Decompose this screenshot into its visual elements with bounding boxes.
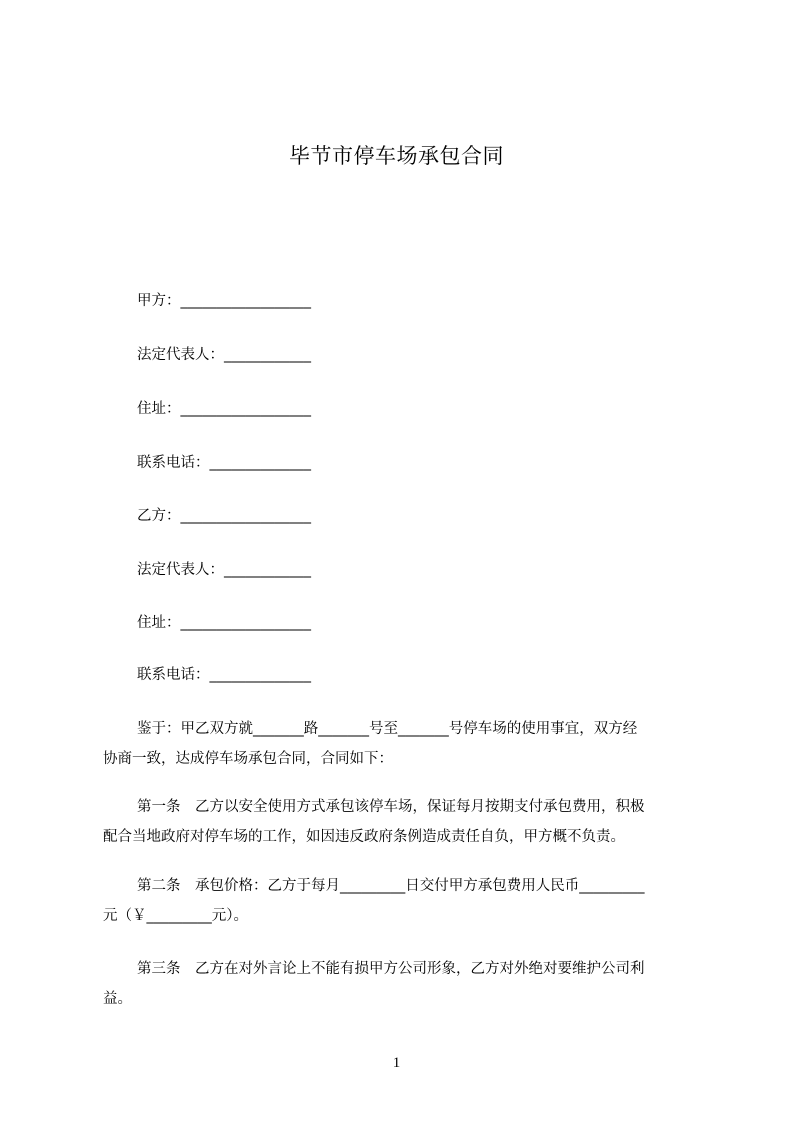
preamble-line-2: 协商一致，达成停车场承包合同，合同如下： [103, 751, 393, 767]
party-b-phone-field: 联系电话：______________ [137, 667, 311, 683]
party-a-address-field: 住址：__________________ [137, 401, 311, 417]
page-number: 1 [392, 1055, 401, 1071]
article-3-paragraph [103, 954, 703, 1014]
article-2-line-1: 第二条 承包价格：乙方于每月_________日交付甲方承包费用人民币_________ [137, 878, 645, 894]
article-1-line-2: 配合当地政府对停车场的工作，如因违反政府条例造成责任自负，甲方概不负责。 [103, 829, 625, 845]
party-b-address-field: 住址：__________________ [137, 615, 311, 631]
preamble-paragraph [103, 714, 703, 774]
article-3-line-1: 第三条 乙方在对外言论上不能有损甲方公司形象，乙方对外绝对要维护公司利 [137, 961, 645, 977]
party-a-representative-field: 法定代表人：____________ [137, 347, 311, 363]
party-a-name-field: 甲方：__________________ [137, 293, 311, 309]
article-2-paragraph [103, 871, 703, 931]
article-3-line-2: 益。 [103, 991, 132, 1007]
article-1-line-1: 第一条 乙方以安全使用方式承包该停车场，保证每月按期支付承包费用，积极 [137, 799, 645, 815]
article-2-line-2: 元（￥_________元）。 [103, 908, 248, 924]
party-b-representative-field: 法定代表人：____________ [137, 562, 311, 578]
preamble-line-1: 鉴于：甲乙双方就_______路_______号至_______号停车场的使用事宜，双方经 [137, 721, 638, 737]
document-title: 毕节市停车场承包合同 [289, 144, 504, 168]
party-b-name-field: 乙方：__________________ [137, 508, 311, 524]
article-1-paragraph [103, 792, 703, 852]
party-a-phone-field: 联系电话：______________ [137, 455, 311, 471]
